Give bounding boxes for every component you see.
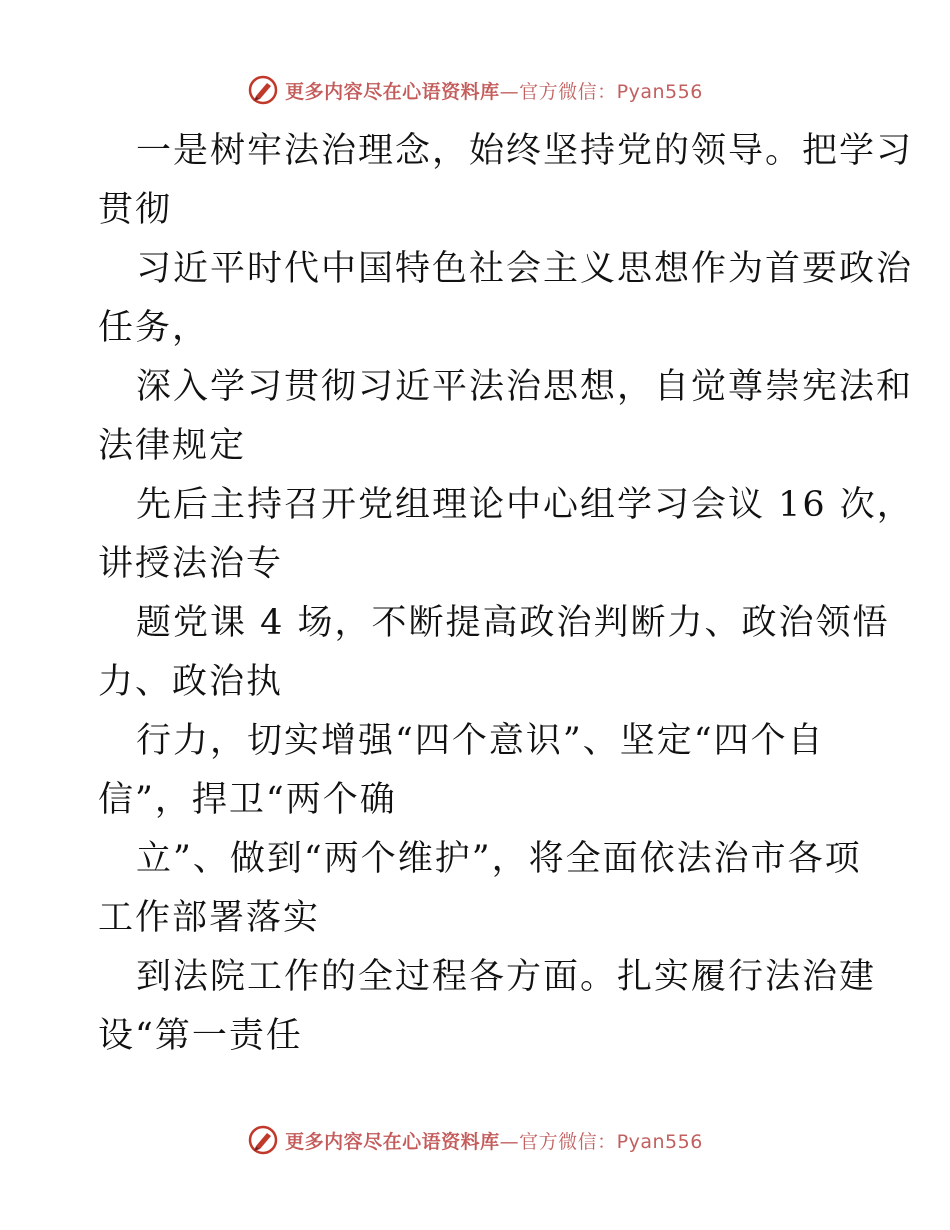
header-banner xyxy=(0,70,950,110)
text-line: 讲授法治专 xyxy=(98,544,284,584)
text-line: 法律规定 xyxy=(98,426,247,466)
footer-banner xyxy=(0,1120,950,1160)
header-banner-text xyxy=(285,77,703,104)
pen-logo-icon xyxy=(247,74,279,106)
footer-brand-text: 更多内容尽在心语资料库 xyxy=(285,1130,500,1153)
document-body xyxy=(98,122,914,1066)
footer-banner-text xyxy=(285,1127,703,1154)
text-line: 行力，切实增强“四个意识”、坚定“四个自 xyxy=(136,721,825,761)
text-line: 深入学习贯彻习近平法治思想，自觉尊崇宪法和 xyxy=(136,367,914,407)
text-line: 一是树牢法治理念，始终坚持党的领导。把学习 xyxy=(136,131,914,171)
text-line: 贯彻 xyxy=(98,190,173,230)
pen-logo-icon xyxy=(247,1124,279,1156)
text-line: 题党课 4 场，不断提高政治判断力、政治领悟 xyxy=(136,603,890,643)
text-line: 力、政治执 xyxy=(98,662,284,702)
text-line: 信”，捍卫“两个确 xyxy=(98,780,397,820)
footer-separator: — xyxy=(499,1130,520,1153)
header-separator: — xyxy=(499,80,520,103)
text-line: 先后主持召开党组理论中心组学习会议 16 次， xyxy=(136,485,914,525)
text-line: 任务， xyxy=(98,308,210,348)
text-line: 工作部署落实 xyxy=(98,898,321,938)
text-line: 立”、做到“两个维护”，将全面依法治市各项 xyxy=(136,839,862,879)
footer-wechat-text: 官方微信：Pyan556 xyxy=(519,1130,703,1153)
text-line: 习近平时代中国特色社会主义思想作为首要政治 xyxy=(136,249,914,289)
text-line: 到法院工作的全过程各方面。扎实履行法治建 xyxy=(136,957,877,997)
header-wechat-text: 官方微信：Pyan556 xyxy=(519,80,703,103)
header-brand-text: 更多内容尽在心语资料库 xyxy=(285,80,500,103)
text-line: 设“第一责任 xyxy=(98,1016,303,1056)
